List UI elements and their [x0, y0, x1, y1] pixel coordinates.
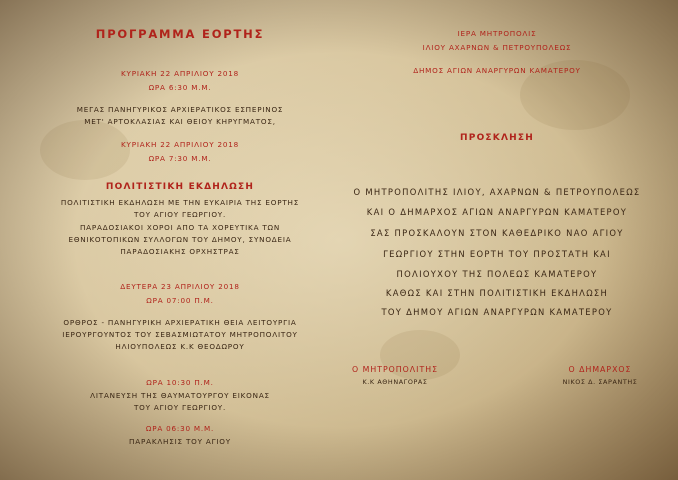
invitation-line-4: ΓΕΩΡΓΙΟΥ ΣΤΗΝ ΕΟΡΤΗ ΤΟΥ ΠΡΟΣΤΑΤΗ ΚΑΙ — [383, 249, 611, 259]
cultural-line-5: ΠΑΡΑΔΟΣΙΑΚΗΣ ΟΡΧΗΣΤΡΑΣ — [120, 247, 240, 256]
date-1: ΚΥΡΙΑΚΗ 22 ΑΠΡΙΛΙΟΥ 2018 — [121, 69, 239, 78]
event-4-line-1: ΛΙΤΑΝΕΥΣΗ ΤΗΣ ΘΑΥΜΑΤΟΥΡΓΟΥ ΕΙΚΟΝΑΣ — [90, 391, 270, 400]
header-municipality: ΔΗΜΟΣ ΑΓΙΩΝ ΑΝΑΡΓΥΡΩΝ ΚΑΜΑΤΕΡΟΥ — [413, 66, 581, 75]
signature-metropolitan-title: Ο ΜΗΤΡΟΠΟΛΙΤΗΣ — [352, 365, 438, 374]
cultural-line-3: ΠΑΡΑΔΟΣΙΑΚΟΙ ΧΟΡΟΙ ΑΠΟ ΤΑ ΧΟΡΕΥΤΙΚΑ ΤΩΝ — [79, 223, 281, 232]
time-3: ΩΡΑ 07:00 Π.Μ. — [146, 296, 214, 305]
header-diocese: ΙΛΙΟΥ ΑΧΑΡΝΩΝ & ΠΕΤΡΟΥΠΟΛΕΩΣ — [422, 43, 572, 52]
invitation-line-7: ΤΟΥ ΔΗΜΟΥ ΑΓΙΩΝ ΑΝΑΡΓΥΡΩΝ ΚΑΜΑΤΕΡΟΥ — [381, 307, 613, 317]
event-5-line-1: ΠΑΡΑΚΛΗΣΙΣ ΤΟΥ ΑΓΙΟΥ — [129, 437, 231, 446]
invitation-line-5: ΠΟΛΙΟΥΧΟΥ ΤΗΣ ΠΟΛΕΩΣ ΚΑΜΑΤΕΡΟΥ — [396, 269, 598, 279]
invitation-title: ΠΡΟΣΚΛΗΣΗ — [460, 133, 534, 143]
invitation-line-1: Ο ΜΗΤΡΟΠΟΛΙΤΗΣ ΙΛΙΟΥ, ΑΧΑΡΝΩΝ & ΠΕΤΡΟΥΠΟΛΕΩΣ — [353, 187, 641, 197]
event-1-line-2: ΜΕΤ' ΑΡΤΟΚΛΑΣΙΑΣ ΚΑΙ ΘΕΙΟΥ ΚΗΡΥΓΜΑΤΟΣ, — [84, 117, 276, 126]
cultural-line-2: ΤΟΥ ΑΓΙΟΥ ΓΕΩΡΓΙΟΥ. — [133, 210, 227, 219]
event-4-line-2: ΤΟΥ ΑΓΙΟΥ ΓΕΩΡΓΙΟΥ. — [133, 403, 227, 412]
time-4: ΩΡΑ 10:30 Π.Μ. — [146, 378, 214, 387]
signature-metropolitan-name: Κ.Κ ΑΘΗΝΑΓΟΡΑΣ — [362, 378, 428, 386]
date-3: ΔΕΥΤΕΡΑ 23 ΑΠΡΙΛΙΟΥ 2018 — [120, 282, 240, 291]
event-1-line-1: ΜΕΓΑΣ ΠΑΝΗΓΥΡΙΚΟΣ ΑΡΧΙΕΡΑΤΙΚΟΣ ΕΣΠΕΡΙΝΟΣ — [76, 105, 284, 114]
cultural-line-4: ΕΘΝΙΚΟΤΟΠΙΚΩΝ ΣΥΛΛΟΓΩΝ ΤΟΥ ΔΗΜΟΥ, ΣΥΝΟΔΕΙΑ — [68, 235, 292, 244]
cultural-line-1: ΠΟΛΙΤΙΣΤΙΚΗ ΕΚΔΗΛΩΣΗ ΜΕ ΤΗΝ ΕΥΚΑΙΡΙΑ ΤΗΣ ΕΟΡΤΗΣ — [60, 198, 300, 207]
invitation-line-3: ΣΑΣ ΠΡΟΣΚΑΛΟΥΝ ΣΤΟΝ ΚΑΘΕΔΡΙΚΟ ΝΑΟ ΑΓΙΟΥ — [370, 228, 624, 238]
invitation-line-6: ΚΑΘΩΣ ΚΑΙ ΣΤΗΝ ΠΟΛΙΤΙΣΤΙΚΗ ΕΚΔΗΛΩΣΗ — [385, 288, 609, 298]
cultural-event-heading: ΠΟΛΙΤΙΣΤΙΚΗ ΕΚΔΗΛΩΣΗ — [105, 182, 255, 192]
invitation-line-2: ΚΑΙ Ο ΔΗΜΑΡΧΟΣ ΑΓΙΩΝ ΑΝΑΡΓΥΡΩΝ ΚΑΜΑΤΕΡΟΥ — [366, 207, 628, 217]
event-3-line-1: ΟΡΘΡΟΣ - ΠΑΝΗΓΥΡΙΚΗ ΑΡΧΙΕΡΑΤΙΚΗ ΘΕΙΑ ΛΕΙΤΟΥΡΓΙΑ — [63, 318, 297, 327]
paper-stain — [40, 120, 130, 180]
header-metropolis: ΙΕΡΑ ΜΗΤΡΟΠΟΛΙΣ — [457, 29, 537, 38]
time-1: ΩΡΑ 6:30 Μ.Μ. — [148, 83, 212, 92]
time-2: ΩΡΑ 7:30 Μ.Μ. — [148, 154, 212, 163]
program-title: ΠΡΟΓΡΑΜΜΑ ΕΟΡΤΗΣ — [95, 27, 265, 41]
date-2: ΚΥΡΙΑΚΗ 22 ΑΠΡΙΛΙΟΥ 2018 — [121, 140, 239, 149]
event-3-line-3: ΗΛΙΟΥΠΟΛΕΩΣ Κ.Κ ΘΕΟΔΩΡΟΥ — [115, 342, 245, 351]
signature-mayor-title: Ο ΔΗΜΑΡΧΟΣ — [568, 365, 632, 374]
time-5: ΩΡΑ 06:30 Μ.Μ. — [145, 424, 215, 433]
event-3-line-2: ΙΕΡΟΥΡΓΟΥΝΤΟΣ ΤΟΥ ΣΕΒΑΣΜΙΩΤΑΤΟΥ ΜΗΤΡΟΠΟΛΙΤΟΥ — [62, 330, 298, 339]
signature-mayor-name: ΝΙΚΟΣ Δ. ΣΑΡΑΝΤΗΣ — [562, 378, 638, 386]
